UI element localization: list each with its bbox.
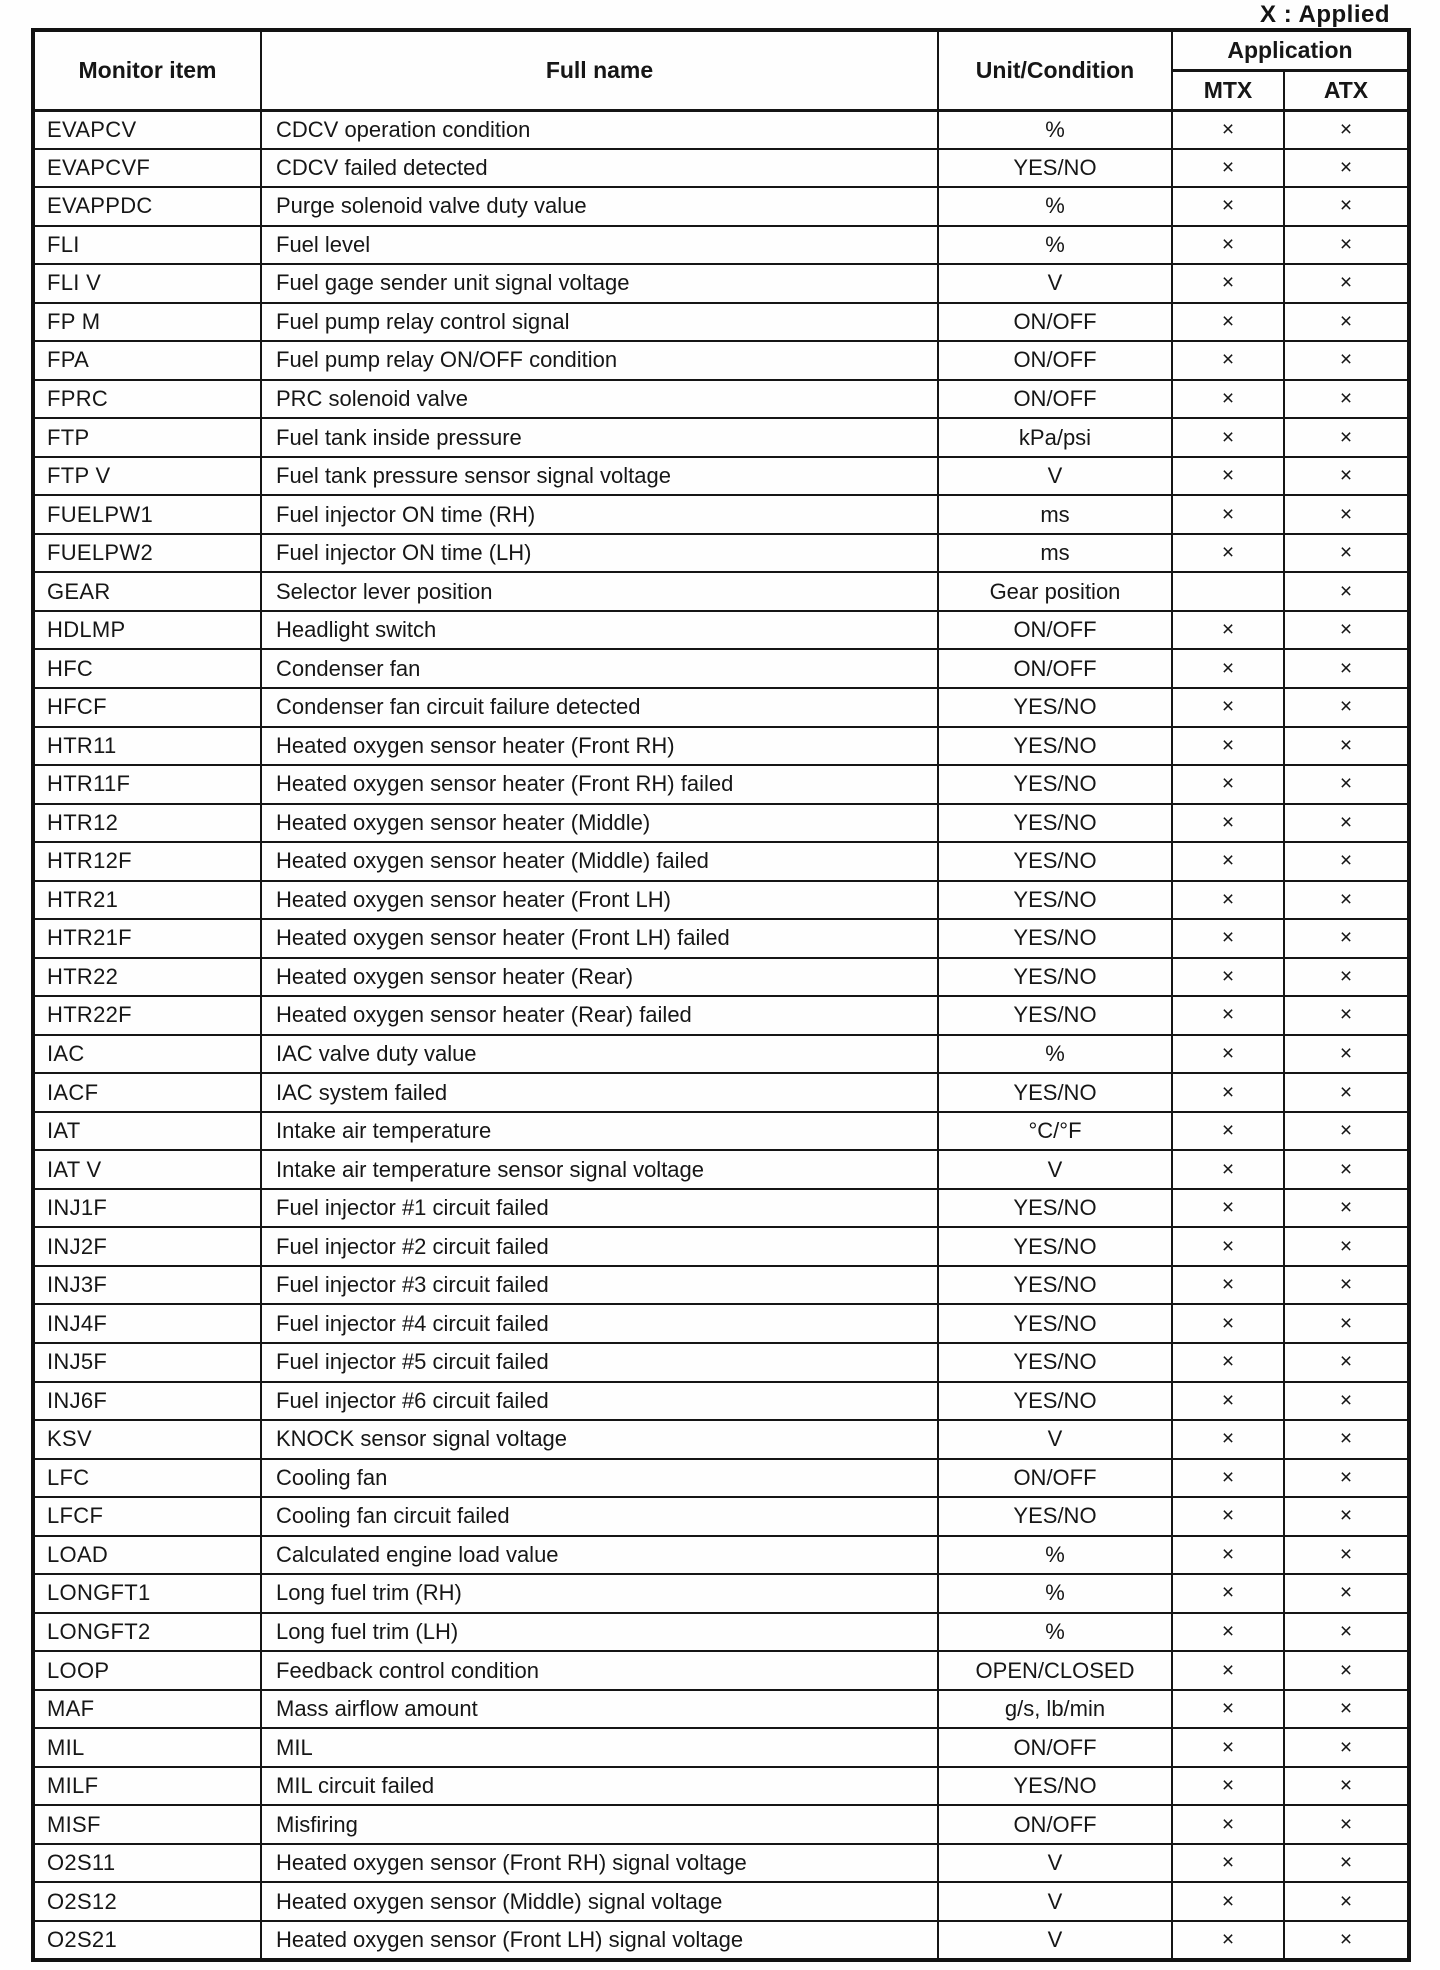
cell-unit-condition: ON/OFF bbox=[938, 1459, 1172, 1498]
cell-mtx-applied: × bbox=[1172, 1805, 1284, 1844]
cell-unit-condition: ON/OFF bbox=[938, 341, 1172, 380]
cell-atx-applied: × bbox=[1284, 649, 1409, 688]
cell-full-name: MIL circuit failed bbox=[261, 1767, 938, 1806]
cell-full-name: Fuel gage sender unit signal voltage bbox=[261, 264, 938, 303]
table-row bbox=[33, 341, 1409, 380]
cell-monitor-item: INJ4F bbox=[33, 1304, 261, 1343]
cell-mtx-applied: × bbox=[1172, 187, 1284, 226]
cell-monitor-item: INJ5F bbox=[33, 1343, 261, 1382]
cell-monitor-item: GEAR bbox=[33, 572, 261, 611]
cell-unit-condition: YES/NO bbox=[938, 1227, 1172, 1266]
cell-atx-applied: × bbox=[1284, 1651, 1409, 1690]
cell-unit-condition: °C/°F bbox=[938, 1112, 1172, 1151]
table-row bbox=[33, 1304, 1409, 1343]
cell-unit-condition: YES/NO bbox=[938, 727, 1172, 766]
cell-monitor-item: HDLMP bbox=[33, 611, 261, 650]
cell-mtx-applied: × bbox=[1172, 1574, 1284, 1613]
cell-full-name: Calculated engine load value bbox=[261, 1536, 938, 1575]
cell-atx-applied: × bbox=[1284, 1420, 1409, 1459]
cell-atx-applied: × bbox=[1284, 727, 1409, 766]
cell-atx-applied: × bbox=[1284, 1844, 1409, 1883]
cell-full-name: KNOCK sensor signal voltage bbox=[261, 1420, 938, 1459]
cell-monitor-item: MIL bbox=[33, 1728, 261, 1767]
cell-mtx-applied: × bbox=[1172, 1690, 1284, 1729]
cell-monitor-item: LOAD bbox=[33, 1536, 261, 1575]
cell-unit-condition: V bbox=[938, 1844, 1172, 1883]
table-row bbox=[33, 264, 1409, 303]
cell-full-name: PRC solenoid valve bbox=[261, 380, 938, 419]
cell-monitor-item: IACF bbox=[33, 1073, 261, 1112]
table-row bbox=[33, 1613, 1409, 1652]
cell-mtx-applied: × bbox=[1172, 1227, 1284, 1266]
cell-full-name: Long fuel trim (LH) bbox=[261, 1613, 938, 1652]
cell-mtx-applied: × bbox=[1172, 1073, 1284, 1112]
col-header-unit-condition: Unit/Condition bbox=[938, 30, 1172, 110]
cell-full-name: Cooling fan circuit failed bbox=[261, 1497, 938, 1536]
cell-unit-condition: % bbox=[938, 226, 1172, 265]
cell-atx-applied: × bbox=[1284, 1574, 1409, 1613]
cell-unit-condition: % bbox=[938, 1035, 1172, 1074]
cell-atx-applied: × bbox=[1284, 1690, 1409, 1729]
table-row bbox=[33, 1574, 1409, 1613]
cell-monitor-item: FLI bbox=[33, 226, 261, 265]
table-row bbox=[33, 303, 1409, 342]
cell-unit-condition: YES/NO bbox=[938, 1189, 1172, 1228]
cell-atx-applied: × bbox=[1284, 1382, 1409, 1421]
cell-full-name: Heated oxygen sensor heater (Rear) bbox=[261, 958, 938, 997]
cell-monitor-item: HTR21 bbox=[33, 881, 261, 920]
cell-unit-condition: YES/NO bbox=[938, 804, 1172, 843]
cell-mtx-applied: × bbox=[1172, 1767, 1284, 1806]
cell-mtx-applied: × bbox=[1172, 1112, 1284, 1151]
table-row bbox=[33, 1882, 1409, 1921]
cell-unit-condition: YES/NO bbox=[938, 1343, 1172, 1382]
cell-full-name: Cooling fan bbox=[261, 1459, 938, 1498]
cell-full-name: IAC system failed bbox=[261, 1073, 938, 1112]
cell-mtx-applied: × bbox=[1172, 226, 1284, 265]
cell-mtx-applied: × bbox=[1172, 1150, 1284, 1189]
cell-unit-condition: % bbox=[938, 1574, 1172, 1613]
cell-mtx-applied: × bbox=[1172, 1459, 1284, 1498]
cell-mtx-applied: × bbox=[1172, 804, 1284, 843]
table-row bbox=[33, 572, 1409, 611]
cell-monitor-item: KSV bbox=[33, 1420, 261, 1459]
cell-monitor-item: HTR11F bbox=[33, 765, 261, 804]
cell-atx-applied: × bbox=[1284, 149, 1409, 188]
cell-full-name: Heated oxygen sensor (Front LH) signal voltage bbox=[261, 1921, 938, 1960]
cell-unit-condition: kPa/psi bbox=[938, 418, 1172, 457]
cell-atx-applied: × bbox=[1284, 1613, 1409, 1652]
cell-mtx-applied: × bbox=[1172, 1844, 1284, 1883]
cell-full-name: CDCV failed detected bbox=[261, 149, 938, 188]
cell-monitor-item: FPA bbox=[33, 341, 261, 380]
cell-full-name: Headlight switch bbox=[261, 611, 938, 650]
cell-unit-condition: YES/NO bbox=[938, 958, 1172, 997]
cell-unit-condition: YES/NO bbox=[938, 881, 1172, 920]
cell-unit-condition: V bbox=[938, 1882, 1172, 1921]
cell-full-name: Fuel injector #6 circuit failed bbox=[261, 1382, 938, 1421]
table-row bbox=[33, 418, 1409, 457]
cell-mtx-applied: × bbox=[1172, 1382, 1284, 1421]
cell-unit-condition: YES/NO bbox=[938, 996, 1172, 1035]
cell-atx-applied: × bbox=[1284, 418, 1409, 457]
table-row bbox=[33, 881, 1409, 920]
cell-mtx-applied: × bbox=[1172, 149, 1284, 188]
cell-monitor-item: HTR21F bbox=[33, 919, 261, 958]
cell-unit-condition: ON/OFF bbox=[938, 611, 1172, 650]
table-row bbox=[33, 187, 1409, 226]
table-row bbox=[33, 1343, 1409, 1382]
cell-unit-condition: ms bbox=[938, 534, 1172, 573]
cell-monitor-item: EVAPPDC bbox=[33, 187, 261, 226]
cell-atx-applied: × bbox=[1284, 110, 1409, 149]
table-row bbox=[33, 457, 1409, 496]
cell-atx-applied: × bbox=[1284, 1343, 1409, 1382]
table-row bbox=[33, 1073, 1409, 1112]
cell-monitor-item: LFC bbox=[33, 1459, 261, 1498]
cell-mtx-applied: × bbox=[1172, 534, 1284, 573]
table-row bbox=[33, 1651, 1409, 1690]
cell-full-name: Fuel injector #5 circuit failed bbox=[261, 1343, 938, 1382]
table-row bbox=[33, 1536, 1409, 1575]
cell-monitor-item: EVAPCVF bbox=[33, 149, 261, 188]
cell-monitor-item: LONGFT1 bbox=[33, 1574, 261, 1613]
cell-monitor-item: HTR22 bbox=[33, 958, 261, 997]
monitor-items-table bbox=[31, 28, 1411, 1962]
cell-monitor-item: INJ6F bbox=[33, 1382, 261, 1421]
cell-monitor-item: MILF bbox=[33, 1767, 261, 1806]
cell-monitor-item: HTR12 bbox=[33, 804, 261, 843]
cell-full-name: Condenser fan circuit failure detected bbox=[261, 688, 938, 727]
table-row bbox=[33, 1382, 1409, 1421]
table-row bbox=[33, 919, 1409, 958]
cell-unit-condition: % bbox=[938, 110, 1172, 149]
cell-unit-condition: YES/NO bbox=[938, 688, 1172, 727]
cell-monitor-item: HFC bbox=[33, 649, 261, 688]
cell-monitor-item: INJ2F bbox=[33, 1227, 261, 1266]
cell-monitor-item: HTR22F bbox=[33, 996, 261, 1035]
cell-unit-condition: YES/NO bbox=[938, 765, 1172, 804]
table-row bbox=[33, 1227, 1409, 1266]
cell-full-name: Fuel pump relay ON/OFF condition bbox=[261, 341, 938, 380]
cell-unit-condition: YES/NO bbox=[938, 842, 1172, 881]
cell-full-name: Fuel injector ON time (LH) bbox=[261, 534, 938, 573]
cell-monitor-item: FUELPW2 bbox=[33, 534, 261, 573]
cell-unit-condition: YES/NO bbox=[938, 1304, 1172, 1343]
cell-full-name: Misfiring bbox=[261, 1805, 938, 1844]
cell-mtx-applied: × bbox=[1172, 1728, 1284, 1767]
col-header-monitor-item: Monitor item bbox=[33, 30, 261, 110]
table-header bbox=[33, 30, 1409, 110]
cell-monitor-item: O2S21 bbox=[33, 1921, 261, 1960]
cell-unit-condition: ON/OFF bbox=[938, 649, 1172, 688]
cell-monitor-item: INJ1F bbox=[33, 1189, 261, 1228]
cell-mtx-applied: × bbox=[1172, 1035, 1284, 1074]
cell-mtx-applied: × bbox=[1172, 881, 1284, 920]
table-row bbox=[33, 996, 1409, 1035]
table-row bbox=[33, 1189, 1409, 1228]
cell-monitor-item: HFCF bbox=[33, 688, 261, 727]
cell-mtx-applied: × bbox=[1172, 649, 1284, 688]
cell-monitor-item: FUELPW1 bbox=[33, 495, 261, 534]
cell-monitor-item: LOOP bbox=[33, 1651, 261, 1690]
cell-atx-applied: × bbox=[1284, 572, 1409, 611]
cell-full-name: Heated oxygen sensor (Front RH) signal voltage bbox=[261, 1844, 938, 1883]
cell-monitor-item: LFCF bbox=[33, 1497, 261, 1536]
cell-full-name: Heated oxygen sensor heater (Middle) failed bbox=[261, 842, 938, 881]
cell-monitor-item: EVAPCV bbox=[33, 110, 261, 149]
cell-full-name: Heated oxygen sensor heater (Front RH) bbox=[261, 727, 938, 766]
cell-mtx-applied: × bbox=[1172, 1613, 1284, 1652]
cell-mtx-applied: × bbox=[1172, 1304, 1284, 1343]
cell-mtx-applied: × bbox=[1172, 1651, 1284, 1690]
cell-unit-condition: OPEN/CLOSED bbox=[938, 1651, 1172, 1690]
cell-mtx-applied: × bbox=[1172, 958, 1284, 997]
cell-full-name: CDCV operation condition bbox=[261, 110, 938, 149]
table-row bbox=[33, 1728, 1409, 1767]
table-row bbox=[33, 1420, 1409, 1459]
cell-atx-applied: × bbox=[1284, 1266, 1409, 1305]
cell-full-name: Fuel injector #2 circuit failed bbox=[261, 1227, 938, 1266]
cell-unit-condition: g/s, lb/min bbox=[938, 1690, 1172, 1729]
cell-monitor-item: LONGFT2 bbox=[33, 1613, 261, 1652]
cell-monitor-item: HTR11 bbox=[33, 727, 261, 766]
cell-atx-applied: × bbox=[1284, 1497, 1409, 1536]
cell-full-name: Mass airflow amount bbox=[261, 1690, 938, 1729]
col-header-mtx: MTX bbox=[1172, 70, 1284, 110]
col-header-application: Application bbox=[1172, 30, 1409, 70]
cell-mtx-applied: × bbox=[1172, 457, 1284, 496]
cell-unit-condition: % bbox=[938, 187, 1172, 226]
cell-unit-condition: YES/NO bbox=[938, 1497, 1172, 1536]
cell-full-name: MIL bbox=[261, 1728, 938, 1767]
table-row bbox=[33, 1767, 1409, 1806]
cell-unit-condition: ON/OFF bbox=[938, 1728, 1172, 1767]
cell-unit-condition: YES/NO bbox=[938, 1767, 1172, 1806]
table-row bbox=[33, 765, 1409, 804]
cell-full-name: Fuel injector ON time (RH) bbox=[261, 495, 938, 534]
cell-monitor-item: FPRC bbox=[33, 380, 261, 419]
cell-unit-condition: ms bbox=[938, 495, 1172, 534]
table-row bbox=[33, 1844, 1409, 1883]
cell-monitor-item: IAT bbox=[33, 1112, 261, 1151]
cell-atx-applied: × bbox=[1284, 495, 1409, 534]
cell-unit-condition: V bbox=[938, 457, 1172, 496]
cell-unit-condition: ON/OFF bbox=[938, 1805, 1172, 1844]
cell-mtx-applied: × bbox=[1172, 495, 1284, 534]
table-row bbox=[33, 1266, 1409, 1305]
applied-legend: X : Applied bbox=[1260, 1, 1390, 28]
cell-unit-condition: ON/OFF bbox=[938, 303, 1172, 342]
cell-monitor-item: IAC bbox=[33, 1035, 261, 1074]
table-row bbox=[33, 226, 1409, 265]
cell-atx-applied: × bbox=[1284, 1112, 1409, 1151]
table-row bbox=[33, 380, 1409, 419]
table-row bbox=[33, 149, 1409, 188]
cell-atx-applied: × bbox=[1284, 1728, 1409, 1767]
cell-atx-applied: × bbox=[1284, 1536, 1409, 1575]
cell-full-name: Purge solenoid valve duty value bbox=[261, 187, 938, 226]
cell-mtx-applied: × bbox=[1172, 341, 1284, 380]
col-header-full-name: Full name bbox=[261, 30, 938, 110]
cell-monitor-item: O2S11 bbox=[33, 1844, 261, 1883]
cell-mtx-applied: × bbox=[1172, 842, 1284, 881]
cell-mtx-applied: × bbox=[1172, 611, 1284, 650]
table-row bbox=[33, 1805, 1409, 1844]
cell-mtx-applied: × bbox=[1172, 1266, 1284, 1305]
cell-atx-applied: × bbox=[1284, 341, 1409, 380]
cell-mtx-applied: × bbox=[1172, 919, 1284, 958]
cell-atx-applied: × bbox=[1284, 1921, 1409, 1960]
cell-atx-applied: × bbox=[1284, 919, 1409, 958]
cell-atx-applied: × bbox=[1284, 264, 1409, 303]
cell-atx-applied: × bbox=[1284, 688, 1409, 727]
cell-monitor-item: IAT V bbox=[33, 1150, 261, 1189]
cell-monitor-item: FTP bbox=[33, 418, 261, 457]
cell-monitor-item: INJ3F bbox=[33, 1266, 261, 1305]
cell-unit-condition: V bbox=[938, 264, 1172, 303]
table-row bbox=[33, 1459, 1409, 1498]
cell-mtx-applied: × bbox=[1172, 1536, 1284, 1575]
cell-atx-applied: × bbox=[1284, 1227, 1409, 1266]
cell-atx-applied: × bbox=[1284, 1459, 1409, 1498]
cell-mtx-applied: × bbox=[1172, 1343, 1284, 1382]
cell-unit-condition: V bbox=[938, 1420, 1172, 1459]
cell-unit-condition: V bbox=[938, 1150, 1172, 1189]
cell-full-name: Heated oxygen sensor heater (Front LH) bbox=[261, 881, 938, 920]
cell-unit-condition: YES/NO bbox=[938, 919, 1172, 958]
cell-atx-applied: × bbox=[1284, 1805, 1409, 1844]
cell-atx-applied: × bbox=[1284, 1035, 1409, 1074]
cell-full-name: Condenser fan bbox=[261, 649, 938, 688]
cell-full-name: Heated oxygen sensor heater (Rear) failed bbox=[261, 996, 938, 1035]
table-row bbox=[33, 842, 1409, 881]
cell-full-name: IAC valve duty value bbox=[261, 1035, 938, 1074]
table-row bbox=[33, 534, 1409, 573]
cell-monitor-item: O2S12 bbox=[33, 1882, 261, 1921]
cell-full-name: Selector lever position bbox=[261, 572, 938, 611]
cell-full-name: Heated oxygen sensor heater (Front RH) failed bbox=[261, 765, 938, 804]
table-row bbox=[33, 1112, 1409, 1151]
table-row bbox=[33, 1035, 1409, 1074]
cell-monitor-item: FP M bbox=[33, 303, 261, 342]
cell-mtx-applied: × bbox=[1172, 264, 1284, 303]
cell-unit-condition: V bbox=[938, 1921, 1172, 1960]
cell-mtx-applied: × bbox=[1172, 303, 1284, 342]
table-row bbox=[33, 1150, 1409, 1189]
cell-atx-applied: × bbox=[1284, 765, 1409, 804]
cell-unit-condition: ON/OFF bbox=[938, 380, 1172, 419]
cell-full-name: Heated oxygen sensor heater (Front LH) failed bbox=[261, 919, 938, 958]
cell-atx-applied: × bbox=[1284, 842, 1409, 881]
cell-unit-condition: YES/NO bbox=[938, 149, 1172, 188]
cell-full-name: Fuel tank inside pressure bbox=[261, 418, 938, 457]
cell-full-name: Intake air temperature bbox=[261, 1112, 938, 1151]
cell-monitor-item: MISF bbox=[33, 1805, 261, 1844]
cell-full-name: Fuel pump relay control signal bbox=[261, 303, 938, 342]
cell-mtx-applied: × bbox=[1172, 418, 1284, 457]
cell-atx-applied: × bbox=[1284, 303, 1409, 342]
cell-mtx-applied: × bbox=[1172, 1882, 1284, 1921]
table-row bbox=[33, 649, 1409, 688]
cell-mtx-applied: × bbox=[1172, 765, 1284, 804]
cell-mtx-applied: × bbox=[1172, 1189, 1284, 1228]
cell-atx-applied: × bbox=[1284, 534, 1409, 573]
cell-atx-applied: × bbox=[1284, 958, 1409, 997]
cell-full-name: Fuel tank pressure sensor signal voltage bbox=[261, 457, 938, 496]
col-header-atx: ATX bbox=[1284, 70, 1409, 110]
cell-unit-condition: YES/NO bbox=[938, 1382, 1172, 1421]
cell-monitor-item: MAF bbox=[33, 1690, 261, 1729]
cell-unit-condition: % bbox=[938, 1613, 1172, 1652]
cell-mtx-applied: × bbox=[1172, 996, 1284, 1035]
cell-atx-applied: × bbox=[1284, 226, 1409, 265]
cell-full-name: Fuel level bbox=[261, 226, 938, 265]
cell-unit-condition: YES/NO bbox=[938, 1073, 1172, 1112]
table-row bbox=[33, 958, 1409, 997]
cell-atx-applied: × bbox=[1284, 457, 1409, 496]
table-row bbox=[33, 1690, 1409, 1729]
cell-atx-applied: × bbox=[1284, 804, 1409, 843]
cell-unit-condition: YES/NO bbox=[938, 1266, 1172, 1305]
cell-mtx-applied bbox=[1172, 572, 1284, 611]
table-row bbox=[33, 804, 1409, 843]
cell-monitor-item: FLI V bbox=[33, 264, 261, 303]
table-row bbox=[33, 727, 1409, 766]
table-row bbox=[33, 1921, 1409, 1960]
cell-mtx-applied: × bbox=[1172, 1921, 1284, 1960]
cell-unit-condition: % bbox=[938, 1536, 1172, 1575]
cell-atx-applied: × bbox=[1284, 1150, 1409, 1189]
table-body bbox=[33, 110, 1409, 1960]
cell-mtx-applied: × bbox=[1172, 688, 1284, 727]
cell-full-name: Fuel injector #3 circuit failed bbox=[261, 1266, 938, 1305]
cell-mtx-applied: × bbox=[1172, 1497, 1284, 1536]
cell-mtx-applied: × bbox=[1172, 727, 1284, 766]
cell-full-name: Long fuel trim (RH) bbox=[261, 1574, 938, 1613]
table-row bbox=[33, 611, 1409, 650]
cell-atx-applied: × bbox=[1284, 380, 1409, 419]
table-row bbox=[33, 1497, 1409, 1536]
table-row bbox=[33, 495, 1409, 534]
cell-monitor-item: FTP V bbox=[33, 457, 261, 496]
cell-atx-applied: × bbox=[1284, 1073, 1409, 1112]
cell-mtx-applied: × bbox=[1172, 380, 1284, 419]
cell-mtx-applied: × bbox=[1172, 1420, 1284, 1459]
cell-full-name: Fuel injector #4 circuit failed bbox=[261, 1304, 938, 1343]
cell-mtx-applied: × bbox=[1172, 110, 1284, 149]
cell-full-name: Feedback control condition bbox=[261, 1651, 938, 1690]
cell-atx-applied: × bbox=[1284, 1767, 1409, 1806]
cell-full-name: Fuel injector #1 circuit failed bbox=[261, 1189, 938, 1228]
table-row bbox=[33, 110, 1409, 149]
cell-atx-applied: × bbox=[1284, 187, 1409, 226]
cell-full-name: Intake air temperature sensor signal voltage bbox=[261, 1150, 938, 1189]
cell-atx-applied: × bbox=[1284, 611, 1409, 650]
cell-atx-applied: × bbox=[1284, 881, 1409, 920]
cell-atx-applied: × bbox=[1284, 1882, 1409, 1921]
cell-atx-applied: × bbox=[1284, 1304, 1409, 1343]
cell-monitor-item: HTR12F bbox=[33, 842, 261, 881]
cell-atx-applied: × bbox=[1284, 1189, 1409, 1228]
cell-atx-applied: × bbox=[1284, 996, 1409, 1035]
cell-unit-condition: Gear position bbox=[938, 572, 1172, 611]
table-row bbox=[33, 688, 1409, 727]
cell-full-name: Heated oxygen sensor heater (Middle) bbox=[261, 804, 938, 843]
cell-full-name: Heated oxygen sensor (Middle) signal voltage bbox=[261, 1882, 938, 1921]
